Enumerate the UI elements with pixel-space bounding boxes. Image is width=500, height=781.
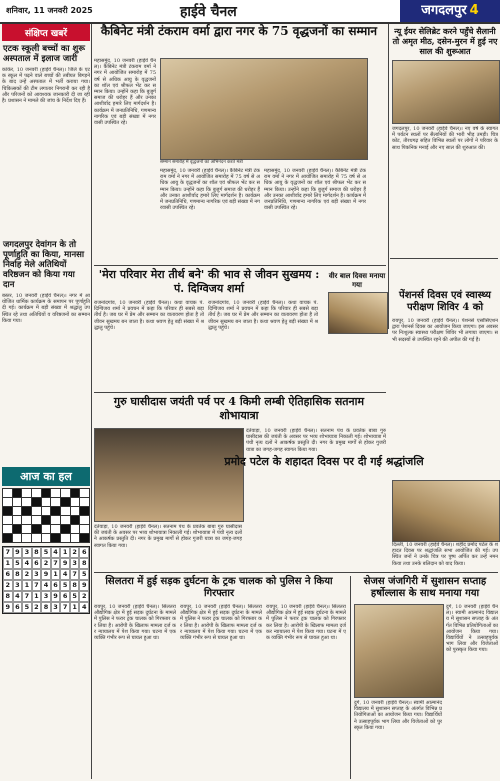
lead-photo — [160, 58, 368, 160]
pensioners-body: रायपुर, 10 जनवरी (हाईवे चैनल)। पेंशनर्स एसोसिएशन द्वारा पेंशनर्स दिवस का आयोजन किया जाएगा। इस अवसर पर निःशुल्क स्वास्थ्य परीक्षण शिविर भी लगाया जाएगा। सभी सदस्यों से उपस्थित रहने की अपील की गई है। — [392, 318, 498, 343]
pramod-headline: प्रमोद पटेल के शहादत दिवस पर दी गई श्रद्धांजलि — [224, 455, 424, 468]
sudoku-cell: 2 — [3, 580, 13, 591]
sudoku-cell: 5 — [22, 602, 32, 613]
sudoku-cell: 8 — [70, 580, 80, 591]
sudoku-cell: 1 — [32, 591, 42, 602]
city-name: जगदलपुर — [421, 3, 467, 18]
section-divider — [390, 258, 498, 259]
sudoku-cell: 5 — [60, 580, 70, 591]
section-divider — [94, 265, 386, 266]
sudoku-cell: 5 — [70, 591, 80, 602]
sejas-photo — [354, 604, 444, 698]
guru-body-col2: दंतेवाड़ा, 10 जनवरी (हाईवे चैनल)। सतनाम पंथ के प्रवर्तक बाबा गुरु घासीदास की जयंती के अवसर पर भव्य शोभायात्रा निकाली गई। शोभायात्रा में पंथी नृत्य दलों ने आकर्षक प्रस्तुति दी। नगर के प्रमुख मार्गों से होकर गुजरी यात्रा का जगह-जगह स्वागत किया गया। — [94, 524, 242, 549]
sudoku-cell: 6 — [51, 580, 61, 591]
sudoku-cell: 1 — [51, 569, 61, 580]
sudoku-cell: 6 — [3, 569, 13, 580]
sudoku-cell: 9 — [13, 547, 23, 558]
sudoku-cell: 9 — [41, 569, 51, 580]
sudoku-cell: 7 — [3, 547, 13, 558]
sudoku-cell: 7 — [51, 558, 61, 569]
sudoku-cell: 3 — [70, 558, 80, 569]
sudoku-cell: 2 — [41, 558, 51, 569]
sudoku-cell: 4 — [60, 569, 70, 580]
right-top-photo — [392, 60, 500, 124]
veer-bal-headline: वीर बाल दिवस मनाया गया — [328, 272, 386, 289]
lead-body-col3: महासमुंद, 10 जनवरी (हाईवे चैनल)। कैबिनेट मंत्री टंकराम वर्मा ने नगर में आयोजित समारोह में 75 वर्ष से अधिक आयु के वृद्धजनों का शॉल एवं श्रीफल भेंट कर सम्मान किया। उन्होंने कहा कि बुजुर्ग समाज की धरोहर हैं और उनका आशीर्वाद हमारे लिए मार्गदर्शन है। कार्यक्रम में जनप्रतिनिधि, गणमान्य नागरिक एवं बड़ी संख्या में नगरवासी उपस्थित रहे। — [264, 168, 366, 212]
family-pilgrimage-body: राजनांदगांव, 10 जनवरी (हाईवे चैनल)। कथा वाचक पं. दिग्विजय शर्मा ने प्रवचन में कहा कि परिवार ही सबसे बड़ा तीर्थ है। जब घर में प्रेम और सम्मान का वातावरण होता है तो जीवन सुखमय बन जाता है। कथा श्रवण हेतु बड़ी संख्या में श्रद्धालु पहुंचे। — [94, 300, 204, 331]
veer-bal-photo — [328, 292, 388, 334]
sudoku-cell: 8 — [13, 569, 23, 580]
city-badge — [400, 0, 500, 22]
siltara-body-col2: रायपुर, 10 जनवरी (हाईवे चैनल)। सिलतरा औद्योगिक क्षेत्र में हुई सड़क दुर्घटना के मामले में पुलिस ने फरार ट्रक चालक को गिरफ्तार कर लिया है। आरोपी के खिलाफ मामला दर्ज कर न्यायालय में पेश किया गया। घटना में एक व्यक्ति गंभीर रूप से घायल हुआ था। — [180, 604, 262, 642]
sudoku-cell: 8 — [41, 602, 51, 613]
guru-headline: गुरु घासीदास जयंती पर्व पर 4 किमी लम्बी ऐतिहासिक सतनाम शोभायात्रा — [113, 395, 365, 422]
sudoku-cell: 9 — [79, 580, 89, 591]
sudoku-cell: 4 — [41, 580, 51, 591]
guru-body: दंतेवाड़ा, 10 जनवरी (हाईवे चैनल)। सतनाम पंथ के प्रवर्तक बाबा गुरु घासीदास की जयंती के अवसर पर भव्य शोभायात्रा निकाली गई। शोभायात्रा में पंथी नृत्य दलों ने आकर्षक प्रस्तुति दी। नगर के प्रमुख मार्गों से होकर गुजरी यात्रा का जगह-जगह स्वागत किया गया। — [246, 428, 386, 453]
sudoku-cell: 3 — [22, 547, 32, 558]
left-story1-headline: एटक स्कूली बच्चों का शुरू अस्पताल में इलाज जारी — [3, 44, 85, 64]
masthead — [0, 0, 500, 24]
sudoku-cell: 3 — [41, 591, 51, 602]
sudoku-cell: 8 — [3, 591, 13, 602]
sudoku-cell: 8 — [79, 558, 89, 569]
siltara-body: रायपुर, 10 जनवरी (हाईवे चैनल)। सिलतरा औद्योगिक क्षेत्र में हुई सड़क दुर्घटना के मामले में पुलिस ने फरार ट्रक चालक को गिरफ्तार कर लिया है। आरोपी के खिलाफ मामला दर्ज कर न्यायालय में पेश किया गया। घटना में एक व्यक्ति गंभीर रूप से घायल हुआ था। — [94, 604, 176, 642]
sudoku-cell: 2 — [22, 569, 32, 580]
sudoku-cell: 1 — [22, 580, 32, 591]
left-story2-body: बस्तर, 10 जनवरी (हाईवे चैनल)। नगर में आयोजित धार्मिक कार्यक्रम के समापन पर पूर्णाहुति दी गई। कार्यक्रम में बड़ी संख्या में श्रद्धालु उपस्थित रहे तथा अतिथियों व वरिष्ठजनों का सम्मान किया गया। — [2, 293, 90, 324]
sudoku-cell: 2 — [79, 591, 89, 602]
pramod-photo — [392, 480, 500, 542]
sudoku-cell: 6 — [32, 558, 42, 569]
pramod-body: दिल्ली, 10 जनवरी (हाईवे चैनल)। शहीद प्रमोद पटेल के शहादत दिवस पर श्रद्धांजलि सभा आयोजित की गई। उपस्थित जनों ने उनके चित्र पर पुष्प अर्पित कर उन्हें नमन किया तथा उनके बलिदान को याद किया। — [392, 542, 498, 567]
sudoku-cell: 8 — [32, 547, 42, 558]
sudoku-cell: 9 — [60, 558, 70, 569]
sudoku-cell: 2 — [32, 602, 42, 613]
crossword-grid — [2, 488, 90, 543]
column-divider — [388, 24, 389, 329]
siltara-body-col3: रायपुर, 10 जनवरी (हाईवे चैनल)। सिलतरा औद्योगिक क्षेत्र में हुई सड़क दुर्घटना के मामले में पुलिस ने फरार ट्रक चालक को गिरफ्तार कर लिया है। आरोपी के खिलाफ मामला दर्ज कर न्यायालय में पेश किया गया। घटना में एक व्यक्ति गंभीर रूप से घायल हुआ था। — [266, 604, 346, 642]
sudoku-cell: 2 — [70, 547, 80, 558]
sudoku-cell: 3 — [32, 569, 42, 580]
issue-date: शनिवार, 11 जनवरी 2025 — [6, 6, 93, 15]
sudoku-cell: 6 — [13, 602, 23, 613]
sudoku-cell: 6 — [60, 591, 70, 602]
sudoku-cell: 4 — [13, 591, 23, 602]
sudoku-cell: 1 — [70, 602, 80, 613]
lead-body: महासमुंद, 10 जनवरी (हाईवे चैनल)। कैबिनेट मंत्री टंकराम वर्मा ने नगर में आयोजित समारोह में 75 वर्ष से अधिक आयु के वृद्धजनों का शॉल एवं श्रीफल भेंट कर सम्मान किया। उन्होंने कहा कि बुजुर्ग समाज की धरोहर हैं और उनका आशीर्वाद हमारे लिए मार्गदर्शन है। कार्यक्रम में जनप्रतिनिधि, गणमान्य नागरिक एवं बड़ी संख्या में नगरवासी उपस्थित रहे। — [94, 58, 156, 127]
sudoku-cell: 3 — [51, 602, 61, 613]
sudoku-cell: 1 — [3, 558, 13, 569]
pensioners-headline: पेंशनर्स दिवस एवं स्वास्थ्य परीक्षण शिविर 4 को — [399, 290, 491, 313]
left-story2-headline: जगदलपुर देवांगन के तो पूर्णाहुति का किया, मानसा निर्वाह मेले अतिथियों वरिष्ठजन को किया गया दान — [3, 240, 85, 290]
lead-photo-caption: सम्मान समारोह में वृद्धजनों का अभिनंदन करते मंत्री — [160, 160, 243, 165]
left-column — [2, 24, 90, 779]
sudoku-cell: 3 — [13, 580, 23, 591]
lead-body-col2: महासमुंद, 10 जनवरी (हाईवे चैनल)। कैबिनेट मंत्री टंकराम वर्मा ने नगर में आयोजित समारोह में 75 वर्ष से अधिक आयु के वृद्धजनों का शॉल एवं श्रीफल भेंट कर सम्मान किया। उन्होंने कहा कि बुजुर्ग समाज की धरोहर हैं और उनका आशीर्वाद हमारे लिए मार्गदर्शन है। कार्यक्रम में जनप्रतिनिधि, गणमान्य नागरिक एवं बड़ी संख्या में नगरवासी उपस्थित रहे। — [160, 168, 260, 212]
crossword-title: आज का हल — [2, 467, 90, 486]
family-pilgrimage-headline: 'मेरा परिवार मेरा तीर्थ बने' की भाव से जीवन सुखमय : पं. दिग्विजय शर्मा — [98, 268, 320, 295]
sudoku-cell: 4 — [51, 547, 61, 558]
family-pilgrimage-body-col2: राजनांदगांव, 10 जनवरी (हाईवे चैनल)। कथा वाचक पं. दिग्विजय शर्मा ने प्रवचन में कहा कि परिवार ही सबसे बड़ा तीर्थ है। जब घर में प्रेम और सम्मान का वातावरण होता है तो जीवन सुखमय बन जाता है। कथा श्रवण हेतु बड़ी संख्या में श्रद्धालु पहुंचे। — [208, 300, 318, 331]
sudoku-cell: 7 — [22, 591, 32, 602]
sejas-body: दुर्ग, 10 जनवरी (हाईवे चैनल)। स्वामी आत्मानंद विद्यालय में सुशासन सप्ताह के अंतर्गत विभिन्न प्रतियोगिताओं का आयोजन किया गया। विद्यार्थियों ने उत्साहपूर्वक भाग लिया और विजेताओं को पुरस्कृत किया गया। — [446, 604, 498, 654]
sudoku-cell: 6 — [79, 547, 89, 558]
column-divider — [91, 24, 92, 779]
sejas-headline: सेजस जंजगिरी में सुशासन सप्ताह हर्षोल्लास के साथ मनाया गया — [363, 576, 487, 599]
column-divider — [350, 576, 351, 779]
sudoku-cell: 5 — [41, 547, 51, 558]
sudoku-grid — [2, 546, 90, 614]
sudoku-cell: 4 — [79, 602, 89, 613]
section-tag: संक्षिप्त खबरें — [2, 24, 90, 41]
sudoku-cell: 4 — [22, 558, 32, 569]
sudoku-cell: 7 — [70, 569, 80, 580]
left-story1-body: कांकेर, 10 जनवरी (हाईवे चैनल)। जिले के एटक स्कूल में पढ़ने वाले बच्चों की तबीयत बिगड़ने के बाद उन्हें अस्पताल में भर्ती कराया गया। चिकित्सकों की टीम लगातार निगरानी कर रही है और परिजनों को आवश्यक जानकारी दी जा रही है। प्रशासन ने मामले की जांच के निर्देश दिए हैं। — [2, 67, 90, 105]
sudoku-cell: 7 — [60, 602, 70, 613]
section-divider — [94, 392, 386, 393]
sudoku-cell: 9 — [3, 602, 13, 613]
page-number: 4 — [469, 3, 479, 18]
sudoku-cell: 5 — [79, 569, 89, 580]
sudoku-cell: 5 — [13, 558, 23, 569]
section-divider — [94, 572, 498, 573]
sudoku-cell: 7 — [32, 580, 42, 591]
guru-photo — [94, 428, 244, 522]
sudoku-cell: 1 — [60, 547, 70, 558]
sejas-body-col2: दुर्ग, 10 जनवरी (हाईवे चैनल)। स्वामी आत्मानंद विद्यालय में सुशासन सप्ताह के अंतर्गत विभिन्न प्रतियोगिताओं का आयोजन किया गया। विद्यार्थियों ने उत्साहपूर्वक भाग लिया और विजेताओं को पुरस्कृत किया गया। — [354, 700, 442, 731]
sudoku-cell: 9 — [51, 591, 61, 602]
right-top-headline: न्यू ईयर सेलिब्रेट करने पहुँचे सैलानी तो अमृत मीठ, दसेन-मुरन में हुई नए साल की शुरूआत — [392, 26, 498, 56]
lead-headline: कैबिनेट मंत्री टंकराम वर्मा द्वारा नगर के 75 वृद्धजनों का सम्मान — [100, 24, 378, 38]
right-top-body: जगदलपुर, 10 जनवरी (हाईवे चैनल)। नए वर्ष के स्वागत में पर्यटन स्थलों पर सैलानियों की भारी भीड़ उमड़ी। चित्रकोट, तीरथगढ़ सहित विभिन्न स्थलों पर लोगों ने परिवार के साथ पिकनिक मनाई और नए साल की शुरुआत की। — [392, 126, 498, 151]
siltara-headline: सिलतरा में हुई सड़क दुर्घटना के ट्रक चालक को पुलिस ने किया गिरफ्तार — [105, 576, 333, 599]
brand-title: हाईवे चैनल — [180, 4, 237, 20]
